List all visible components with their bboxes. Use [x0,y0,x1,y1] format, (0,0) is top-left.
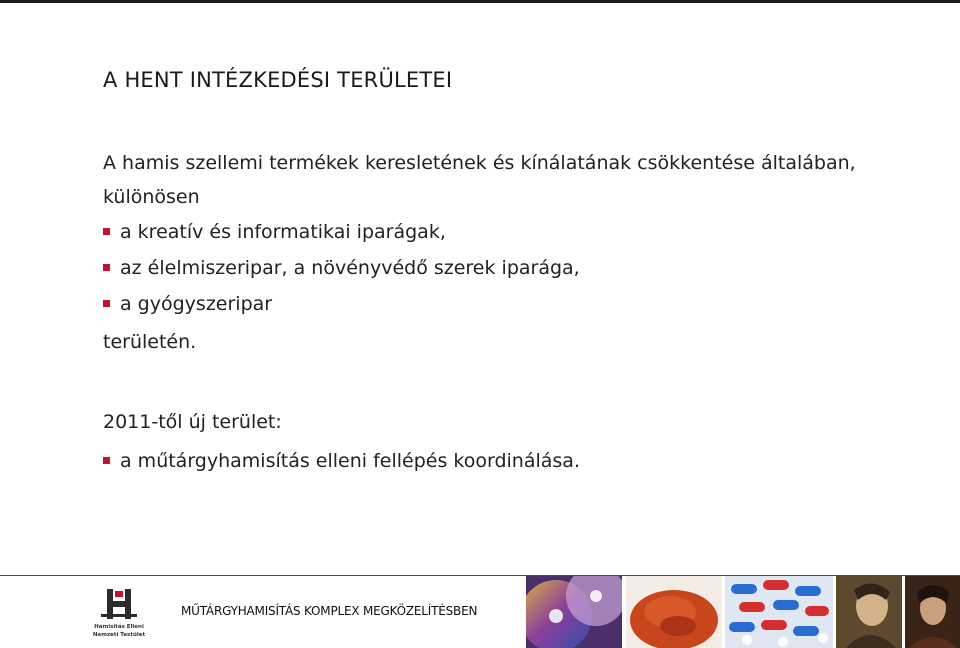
new-area-heading: 2011-től új terület: [103,411,282,433]
painting-portrait-photo [905,576,960,648]
hent-logo [88,588,150,644]
list-item [103,251,580,287]
bullet-square-icon [103,228,110,235]
bullet-list [103,215,580,323]
painting-portrait-photo [836,576,902,648]
closing-text: területén. [103,331,197,353]
bullet-square-icon [103,264,110,271]
hent-logo-mark-icon [88,588,150,622]
painting-icon [836,576,902,648]
slide-title: A HENT INTÉZKEDÉSI TERÜLETEI [103,68,453,92]
cd-disc-icon [526,576,622,648]
list-item-text: a műtárgyhamisítás elleni fellépés koordinálása. [120,450,580,472]
paprika-icon [626,576,722,648]
logo-text-line: Nemzeti Testület [92,632,146,638]
pills-photo [725,576,833,648]
top-border [0,0,960,3]
list-item [103,287,580,323]
new-area-bullet-list [103,444,580,480]
footer-caption: MŰTÁRGYHAMISÍTÁS KOMPLEX MEGKÖZELÍTÉSBEN [181,604,478,618]
intro-text: A hamis szellemi termékek keresletének és kínálatának csökkentése általában, különösen [103,152,856,208]
list-item-text: az élelmiszeripar, a növényvédő szerek iparága, [120,257,580,279]
paprika-powder-photo [626,576,722,648]
list-item-text: a kreatív és informatikai iparágak, [120,221,446,243]
pills-icon [725,576,833,648]
bullet-square-icon [103,300,110,307]
list-item [103,444,580,480]
cd-disc-photo [526,576,622,648]
painting-icon [905,576,960,648]
logo-text-line: Hamisítás Elleni [94,624,144,630]
bullet-square-icon [103,457,110,464]
list-item-text: a gyógyszeripar [120,293,273,315]
list-item [103,215,580,251]
